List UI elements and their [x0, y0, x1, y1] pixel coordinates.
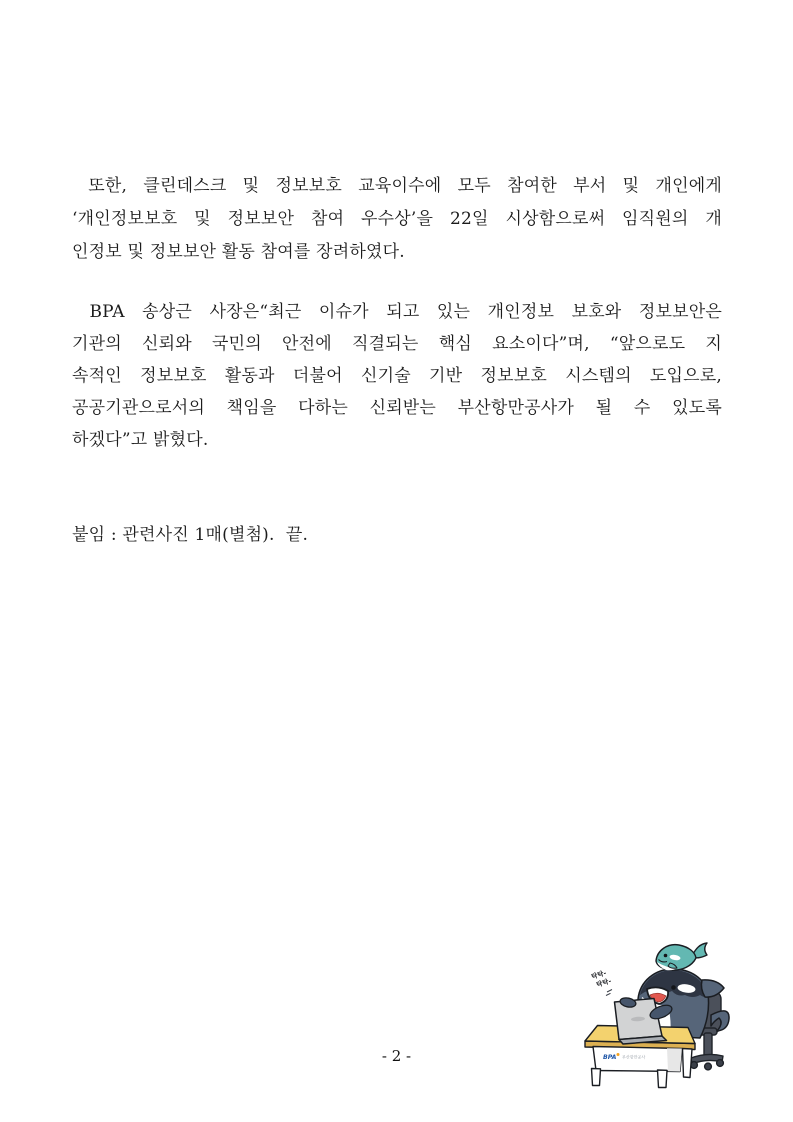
attachment-note [72, 519, 722, 552]
chair-wheel [705, 1063, 712, 1070]
desk-panel-shade [667, 1048, 682, 1071]
text-line: 공공기관으로서의 책임을 다하는 신뢰받는 부산항만공사가 될 수 있도록 [72, 398, 722, 418]
chair-wheel [717, 1060, 724, 1067]
paragraph-1 [72, 170, 722, 269]
text-line: 속적인 정보보호 활동과 더불어 신기술 기반 정보보호 시스템의 도입으로, [72, 366, 722, 386]
desk-leg-left [592, 1069, 601, 1086]
page-number: - 2 - [381, 1047, 412, 1065]
text-line: 붙임 : 관련사진 1매(별첨). 끝. [72, 525, 309, 545]
typing-sound [590, 968, 612, 996]
bpa-logo-korean: 부산항만공사 [622, 1054, 646, 1060]
desk-leg-right [683, 1049, 693, 1078]
bpa-logo-swoosh [617, 1053, 620, 1056]
text-line: ‘개인정보보호 및 정보보안 참여 우수상’을 22일 시상함으로써 임직원의 개 [72, 209, 722, 229]
bpa-logo-brand: BPA [603, 1054, 617, 1061]
paragraph-2 [72, 296, 722, 456]
mascot-illustration [578, 937, 743, 1089]
dolphin-character [656, 943, 707, 970]
typing-sound-text-2: 탁탁- [595, 977, 613, 989]
orca-pectoral-fin [701, 980, 724, 997]
text-line: 하겠다”고 밝혔다. [72, 430, 209, 450]
typing-sound-text-1: 탁탁- [590, 969, 608, 981]
desk-leg-mid [658, 1070, 668, 1088]
text-line: 기관의 신뢰와 국민의 안전에 직결되는 핵심 요소이다”며, “앞으로도 지 [72, 334, 722, 354]
text-line: 또한, 클린데스크 및 정보보호 교육이수에 모두 참여한 부서 및 개인에게 [72, 176, 722, 196]
text-line: 인정보 및 정보보안 활동 참여를 장려하였다. [72, 242, 405, 262]
chair-post [704, 1033, 712, 1057]
desk-front [592, 1047, 693, 1088]
typing-motion-lines [606, 990, 612, 996]
dolphin-eye [664, 954, 668, 958]
text-line: BPA 송상근 사장은“최근 이슈가 되고 있는 개인정보 보호와 정보보안은 [72, 302, 722, 322]
orca-eye [671, 985, 676, 990]
